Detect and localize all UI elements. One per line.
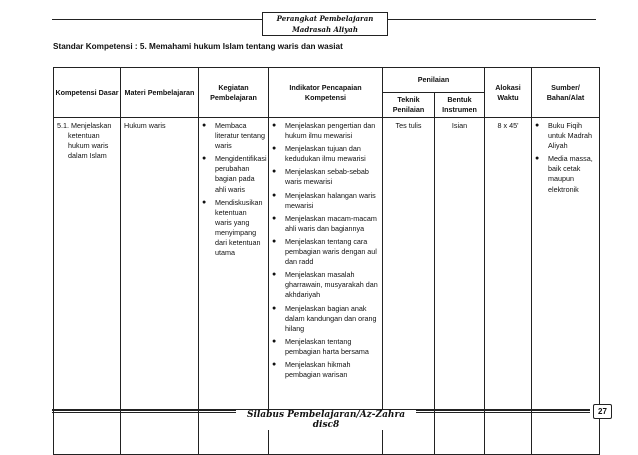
sumber-item-text: Buku Fiqih untuk Madrah Aliyah bbox=[548, 121, 592, 151]
header-alokasi: Alokasi Waktu bbox=[485, 68, 532, 118]
sumber-item bbox=[535, 154, 596, 194]
indikator-item-text: Menjelaskan pengertian dan hukum ilmu mewarisi bbox=[285, 121, 376, 141]
bullet-icon: ● bbox=[272, 122, 277, 129]
bullet-icon: ● bbox=[272, 271, 277, 279]
indikator-item-text: Menjelaskan halangan waris mewarisi bbox=[285, 190, 376, 210]
header-bentuk: Bentuk Instrumen bbox=[435, 93, 485, 118]
cell-kompetensi bbox=[54, 118, 121, 455]
kegiatan-item bbox=[202, 121, 265, 151]
bullet-icon: ● bbox=[272, 191, 277, 199]
bullet-icon: ● bbox=[272, 214, 277, 222]
header-indikator: Indikator Pencapaian Kompetensi bbox=[269, 68, 383, 118]
sumber-item bbox=[535, 121, 596, 151]
bullet-icon: ● bbox=[535, 155, 540, 163]
indikator-item-text: Menjelaskan tentang pembagian harta bersama bbox=[285, 336, 369, 356]
bullet-icon: ● bbox=[272, 360, 277, 368]
teknik-text: Tes tulis bbox=[395, 121, 422, 130]
kegiatan-list bbox=[202, 121, 265, 258]
alokasi-text: 8 x 45' bbox=[497, 121, 519, 130]
kegiatan-item bbox=[202, 198, 265, 259]
cell-sumber bbox=[532, 118, 600, 455]
indikator-item bbox=[272, 144, 379, 164]
indikator-item bbox=[272, 191, 379, 211]
indikator-item-text: Menjelaskan bagian anak dalam kandungan dan orang hilang bbox=[285, 303, 377, 333]
bentuk-text: Isian bbox=[451, 121, 468, 130]
kompetensi-text: 5.1. Menjelaskan ketentuan hukum waris dalam Islam bbox=[57, 121, 112, 161]
indikator-item-text: Menjelaskan masalah gharrawain, musyarakah dan akhdariyah bbox=[285, 270, 378, 300]
indikator-item bbox=[272, 270, 379, 300]
indikator-item bbox=[272, 121, 379, 141]
header-kegiatan: Kegiatan Pembelajaran bbox=[199, 68, 269, 118]
cell-alokasi bbox=[485, 118, 532, 455]
sumber-item-text: Media massa, baik cetak maupun elektronik bbox=[548, 154, 593, 194]
standard-kompetensi: Standar Kompetensi : 5. Memahami hukum Islam tentang waris dan wasiat bbox=[53, 42, 343, 51]
indikator-item bbox=[272, 214, 379, 234]
header-kompetensi: Kompetensi Dasar bbox=[54, 68, 121, 118]
footer-title: Silabus Pembelajaran/Az-Zahra disc8 bbox=[236, 410, 416, 430]
page-number: 27 bbox=[593, 404, 612, 419]
cell-kegiatan bbox=[199, 118, 269, 455]
indikator-item bbox=[272, 360, 379, 380]
header-title: Perangkat Pembelajaran Madrasah Aliyah bbox=[262, 12, 388, 36]
bullet-icon: ● bbox=[535, 122, 540, 129]
sumber-list bbox=[535, 121, 596, 195]
indikator-item-text: Menjelaskan tentang cara pembagian waris dengan aul dan radd bbox=[285, 236, 377, 267]
indikator-item bbox=[272, 167, 379, 187]
indikator-list bbox=[272, 121, 379, 380]
kegiatan-item-text: Mendiskusikan ketentuan waris yang menyimpang dari ketentuan utama bbox=[215, 197, 263, 258]
kegiatan-item bbox=[202, 154, 265, 194]
bullet-icon: ● bbox=[272, 337, 277, 345]
bullet-icon: ● bbox=[272, 145, 277, 153]
bullet-icon: ● bbox=[202, 198, 207, 206]
bullet-icon: ● bbox=[202, 122, 207, 129]
indikator-item bbox=[272, 337, 379, 357]
materi-text: Hukum waris bbox=[124, 121, 166, 130]
indikator-item bbox=[272, 237, 379, 267]
bullet-icon: ● bbox=[272, 304, 277, 312]
indikator-item-text: Menjelaskan tujuan dan kedudukan ilmu mewarisi bbox=[285, 144, 366, 164]
header-sumber: Sumber/ Bahan/Alat bbox=[532, 68, 600, 118]
indikator-item-text: Menjelaskan sebab-sebab waris mewarisi bbox=[285, 167, 369, 187]
bullet-icon: ● bbox=[272, 168, 277, 176]
syllabus-table bbox=[53, 67, 600, 455]
header-teknik: Teknik Penilaian bbox=[383, 93, 435, 118]
indikator-item bbox=[272, 304, 379, 334]
kegiatan-item-text: Mengidentifikasi perubahan bagian pada ahli waris bbox=[215, 154, 267, 194]
table-row bbox=[54, 118, 600, 455]
kegiatan-item-text: Membaca literatur tentang waris bbox=[215, 121, 265, 151]
bullet-icon: ● bbox=[202, 155, 207, 163]
header-materi: Materi Pembelajaran bbox=[121, 68, 199, 118]
bullet-icon: ● bbox=[272, 237, 277, 245]
cell-indikator bbox=[269, 118, 383, 455]
cell-materi bbox=[121, 118, 199, 455]
indikator-item-text: Menjelaskan macam-macam ahli waris dan bagiannya bbox=[285, 213, 377, 233]
indikator-item-text: Menjelaskan hikmah pembagian warisan bbox=[285, 359, 351, 380]
cell-teknik bbox=[383, 118, 435, 455]
header-penilaian: Penilaian bbox=[383, 68, 485, 93]
cell-bentuk bbox=[435, 118, 485, 455]
